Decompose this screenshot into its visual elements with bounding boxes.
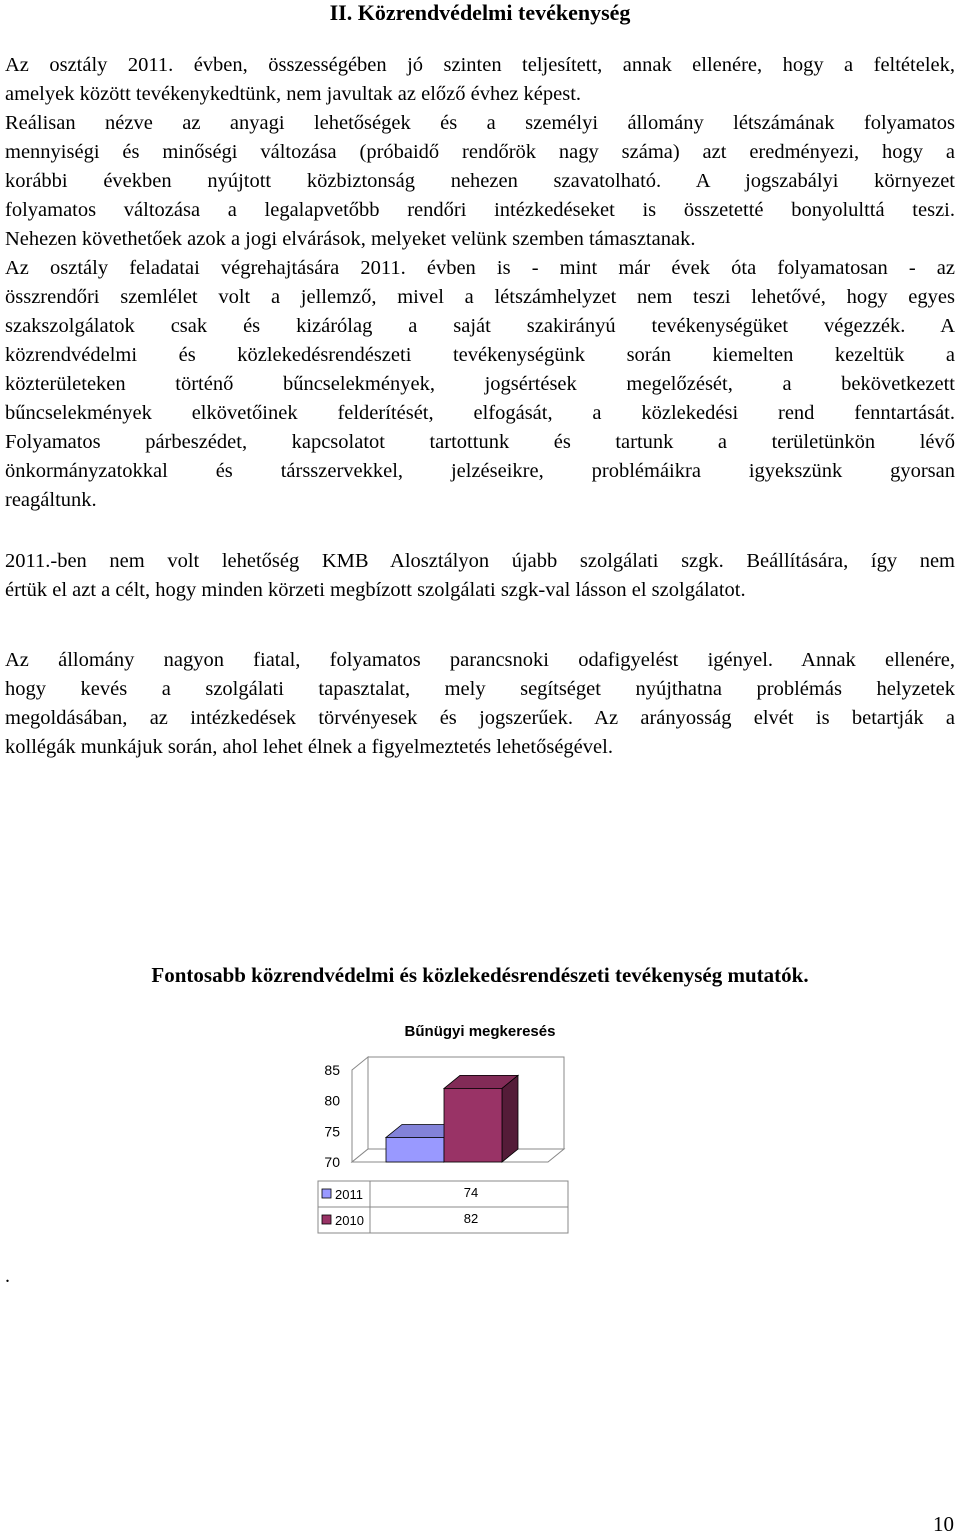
text-line: kollégák munkájuk során, ahol lehet élnek a figyelmeztetés lehetőségével. (5, 736, 613, 758)
bar-2011 (386, 1137, 444, 1162)
paragraph-1 (5, 51, 955, 515)
text-line: Nehezen követhetőek azok a jogi elvárások, melyeket velünk szemben támasztanak. (5, 228, 696, 250)
data-table-value: 74 (463, 1185, 479, 1200)
text-line: összrendőri szemlélet volt a jellemző, mivel a létszámhelyzet nem teszi lehetővé, hogy egyes (5, 286, 955, 308)
text-line: közterületeken történő bűncselekmények, jogsértések megelőzését, a bekövetkezett (5, 373, 955, 395)
text-line: értük el azt a célt, hogy minden körzeti megbízott szolgálati szgk-val lásson el szolgálatot. (5, 579, 746, 601)
text-line: reagáltunk. (5, 489, 97, 511)
legend-label: 2011 (335, 1187, 363, 1202)
bar-2010 (444, 1088, 502, 1162)
section-heading: II. Közrendvédelmi tevékenység (329, 0, 631, 25)
y-tick-label: 70 (324, 1154, 340, 1170)
text-line: Az osztály 2011. évben, összességében jó szinten teljesített, annak ellenére, hogy a feltételek, (5, 54, 955, 76)
paragraph-2 (5, 547, 955, 605)
text-line: megoldásában, az intézkedések törvényesek és jogszerűek. Az arányosság elvét is betartják a (5, 707, 955, 729)
chart-side-wall (352, 1057, 368, 1162)
text-line: Folyamatos párbeszédet, kapcsolatot tartottunk és tartunk a területünkön lévő (5, 431, 955, 453)
text-line: szakszolgálatok csak és kizárólag a saját szakirányú tevékenységüket végezzék. A (5, 315, 955, 337)
legend-label: 2010 (335, 1213, 364, 1228)
text-line: önkormányzatokkal és társszervekkel, jelzéseikre, problémáikra igyekszünk gyorsan (5, 460, 955, 482)
text-line: Az állomány nagyon fiatal, folyamatos parancsnoki odafigyelést igényel. Annak ellenére, (5, 649, 955, 671)
text-line: folyamatos változása a legalapvetőbb rendőri intézkedéseket is összetetté bonyolulttá teszi. (5, 199, 955, 221)
section-title: Fontosabb közrendvédelmi és közlekedésrendészeti tevékenység mutatók. (151, 963, 809, 987)
stray-dot: . (5, 1265, 10, 1287)
y-tick-label: 80 (324, 1092, 340, 1109)
text-line: mennyiségi és minőségi változása (próbaidő rendőrök nagy száma) azt eredményezi, hogy a (5, 141, 955, 163)
text-line: hogy kevés a szolgálati tapasztalat, mely segítséget nyújthatna problémás helyzetek (5, 678, 955, 700)
bar-chart (0, 1000, 960, 1250)
text-line: Reálisan nézve az anyagi lehetőségek és a személyi állomány létszámának folyamatos (5, 112, 955, 134)
text-line: korábbi években nyújtott közbiztonság nehezen szavatolható. A jogszabályi környezet (5, 170, 955, 192)
legend-swatch (322, 1189, 331, 1198)
text-line: 2011.-ben nem volt lehetőség KMB Alosztályon újabb szolgálati szgk. Beállítására, így nem (5, 550, 955, 572)
bar-side (502, 1075, 518, 1162)
text-line: amelyek között tevékenykedtünk, nem javultak az előző évhez képest. (5, 83, 582, 105)
text-line: bűncselekmények elkövetőinek felderítését, elfogását, a közlekedési rend fenntartását. (5, 402, 955, 424)
text-line: közrendvédelmi és közlekedésrendészeti tevékenységünk során kiemelten kezeltük a (5, 344, 955, 366)
y-tick-label: 75 (324, 1123, 340, 1140)
page-number: 10 (933, 1512, 954, 1536)
data-table-value: 82 (463, 1211, 479, 1226)
y-tick-label: 85 (324, 1062, 340, 1078)
chart-title: Bűnügyi megkeresés (404, 1023, 556, 1040)
legend-swatch (322, 1215, 331, 1224)
text-line: Az osztály feladatai végrehajtására 2011. évben is - mint már évek óta folyamatosan - az (5, 257, 955, 279)
paragraph-3 (5, 646, 955, 762)
